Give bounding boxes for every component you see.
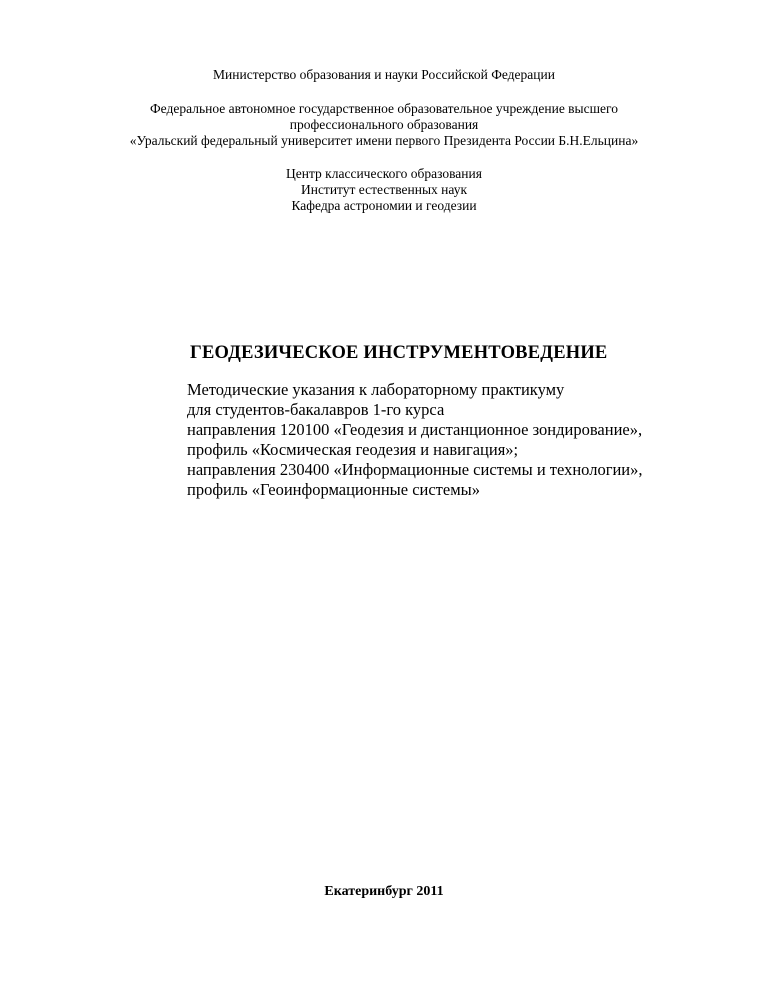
university-name: «Уральский федеральный университет имени первого Президента России Б.Н.Ельцина» — [129, 133, 639, 148]
description-line-2: для студентов-бакалавров 1-го курса — [187, 400, 445, 419]
city-year: Екатеринбург 2011 — [324, 884, 444, 899]
department-name: Кафедра астрономии и геодезии — [291, 198, 477, 213]
description-line-3: направления 120100 «Геодезия и дистанционное зондирование», — [187, 420, 643, 439]
document-title: ГЕОДЕЗИЧЕСКОЕ ИНСТРУМЕНТОВЕДЕНИЕ — [190, 343, 608, 363]
description-line-4: профиль «Космическая геодезия и навигация»; — [187, 440, 519, 459]
institution-line-1: Федеральное автономное государственное образовательное учреждение высшего — [150, 101, 618, 116]
description-line-5: направления 230400 «Информационные системы и технологии», — [187, 460, 643, 479]
description-line-6: профиль «Геоинформационные системы» — [187, 480, 480, 499]
center-name: Центр классического образования — [286, 166, 482, 181]
ministry-line: Министерство образования и науки Российской Федерации — [213, 67, 555, 82]
description-line-1: Методические указания к лабораторному практикуму — [187, 380, 565, 399]
institute-name: Институт естественных наук — [300, 182, 468, 197]
institution-line-2: профессионального образования — [289, 117, 479, 132]
